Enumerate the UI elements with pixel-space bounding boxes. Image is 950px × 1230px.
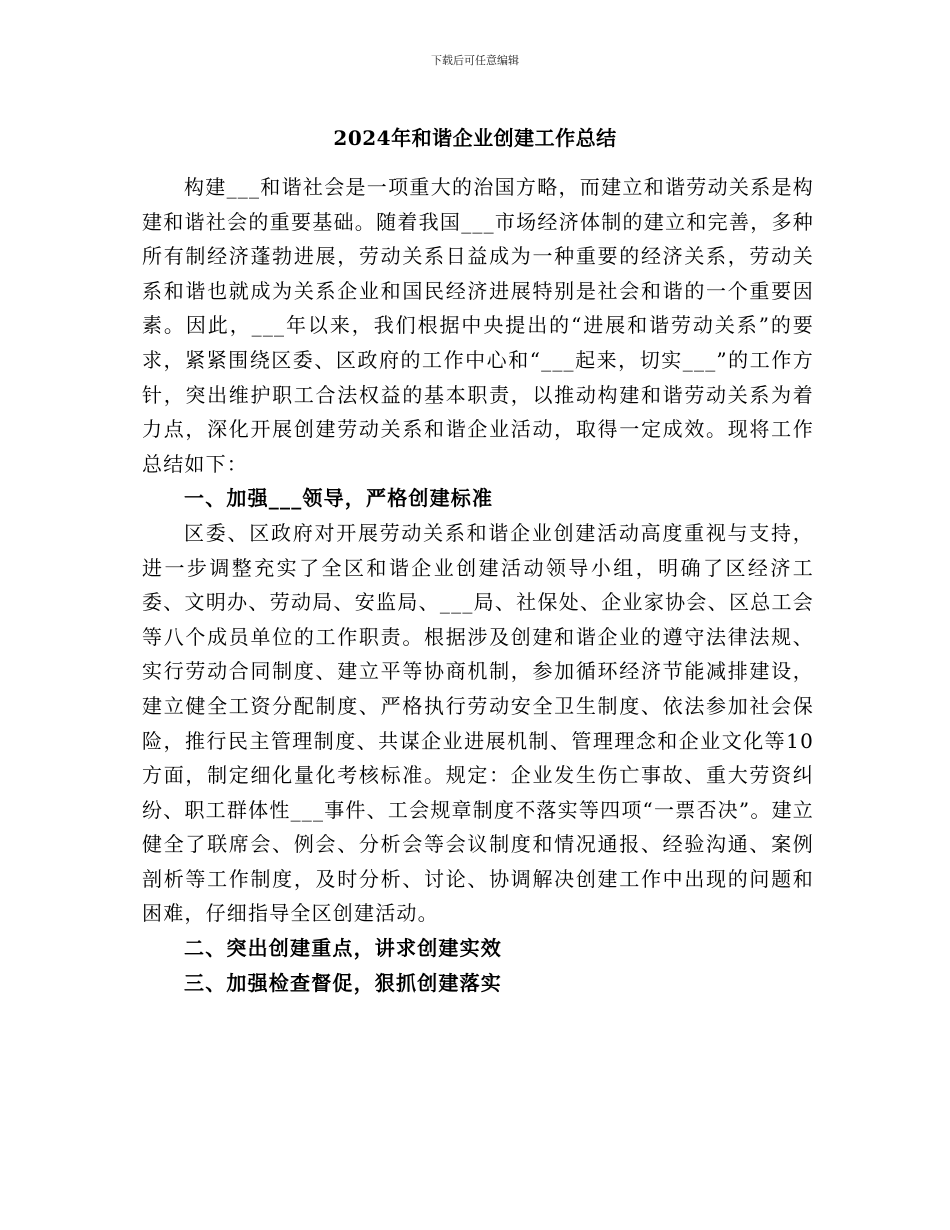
section-heading-2: 二、突出创建重点，讲求创建实效 [184,936,502,961]
document-title: 2024年和谐企业创建工作总结 [333,126,617,150]
document-body [142,170,814,1000]
section-heading-3: 三、加强检查督促，狠抓创建落实 [184,970,502,995]
section-1-paragraph: 区委、区政府对开展劳动关系和谐企业创建活动高度重视与支持，进一步调整充实了全区和谐企业创建活动领导小组，明确了区经济工委、文明办、劳动局、安监局、___局、社保处、企业家协会、区总工会等八个成员单位的工作职责。根据涉及创建和谐企业的遵守法律法规、实行劳动合同制度、建立平等协商机制，参加循环经济节能减排建设，建立健全工资分配制度、严格执行劳动安全卫生制度、依法参加社会保险，推行民主管理制度、共谋企业进展机制、管理理念和企业文化等10方面，制定细化量化考核标准。规定：企业发生伤亡事故、重大劳资纠纷、职工群体性___事件、工会规章制度不落实等四项“一票否决”。建立健全了联席会、例会、分析会等会议制度和情况通报、经验沟通、案例剖析等工作制度，及时分析、讨论、协调解决创建工作中出现的问题和困难，仔细指导全区创建活动。 [142,520,814,926]
section-heading-1: 一、加强___领导，严格创建标准 [184,486,494,511]
intro-paragraph: 构建___和谐社会是一项重大的治国方略，而建立和谐劳动关系是构建和谐社会的重要基础。随着我国___市场经济体制的建立和完善，多种所有制经济蓬勃进展，劳动关系日益成为一种重要的经济关系，劳动关系和谐也就成为关系企业和国民经济进展特别是社会和谐的一个重要因素。因此，___年以来，我们根据中央提出的“进展和谐劳动关系”的要求，紧紧围绕区委、区政府的工作中心和“___起来，切实___”的工作方针，突出维护职工合法权益的基本职责，以推动构建和谐劳动关系为着力点，深化开展创建劳动关系和谐企业活动，取得一定成效。现将工作总结如下： [142,175,814,476]
header-note: 下载后可任意编辑 [431,54,519,67]
